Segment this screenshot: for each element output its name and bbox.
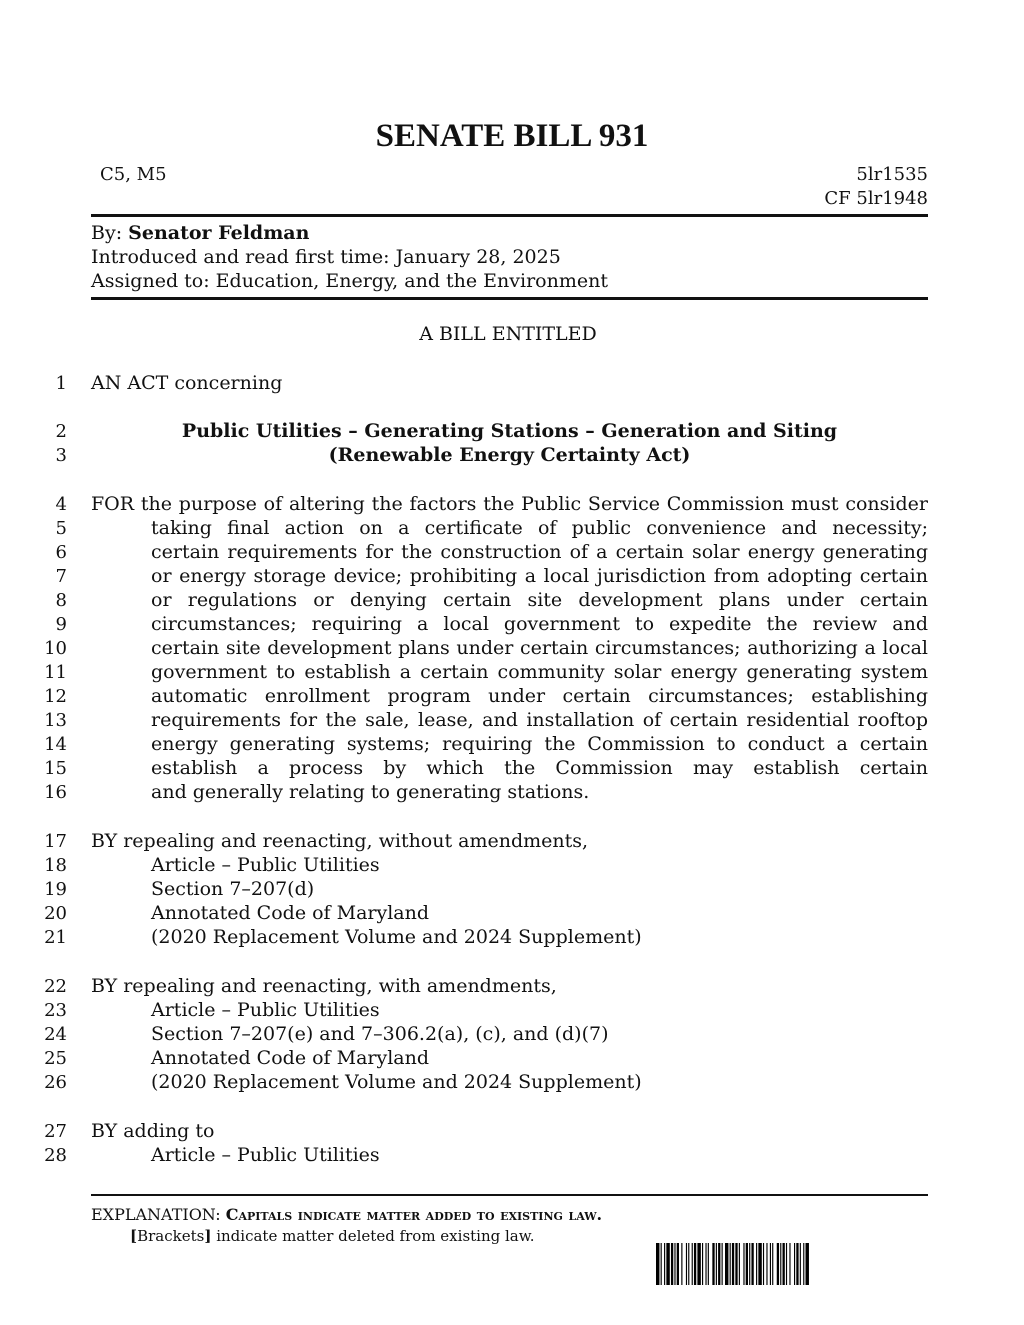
barcode-bar — [671, 1243, 673, 1285]
sponsor-label: By: — [91, 222, 123, 244]
purpose-line: certain requirements for the construction of a certain solar energy generating — [151, 541, 928, 563]
barcode-bar — [697, 1243, 700, 1285]
barcode-bar — [664, 1243, 665, 1285]
purpose-line: energy generating systems; requiring the Commission to conduct a certain — [151, 733, 928, 755]
brackets-line — [130, 1227, 535, 1245]
barcode-bar — [722, 1243, 723, 1285]
introduced-line: Introduced and read first time: January 28, 2025 — [91, 246, 561, 268]
drafting-number: 5lr1535 — [856, 164, 928, 185]
barcode-bar — [702, 1243, 703, 1285]
barcode-bar — [686, 1243, 687, 1285]
barcode-bar — [772, 1243, 773, 1285]
footer-rule — [91, 1194, 928, 1196]
barcode-bar — [677, 1243, 679, 1285]
line-number: 7 — [55, 566, 67, 587]
barcode-bar — [796, 1243, 798, 1285]
brackets-explanation: indicate matter deleted from existing law. — [211, 1227, 535, 1245]
barcode-bar — [758, 1243, 761, 1285]
purpose-line: requirements for the sale, lease, and installation of certain residential rooftop — [151, 709, 928, 731]
barcode-bar — [666, 1243, 669, 1285]
clause-detail: Annotated Code of Maryland — [151, 1047, 430, 1069]
line-number: 25 — [44, 1048, 67, 1069]
barcode-bar — [725, 1243, 728, 1285]
amendment-clause: BY adding to — [91, 1120, 215, 1142]
explanation-label: EXPLANATION: — [91, 1205, 221, 1224]
explanation-capitals: Capitals indicate matter added to existing law. — [225, 1205, 603, 1224]
barcode-bar — [718, 1243, 720, 1285]
barcode-bar — [692, 1243, 693, 1285]
barcode-bar — [777, 1243, 779, 1285]
barcode-icon — [656, 1243, 904, 1285]
line-number: 17 — [44, 831, 67, 852]
clause-detail: (2020 Replacement Volume and 2024 Supplement) — [151, 926, 642, 948]
barcode-bar — [694, 1243, 696, 1285]
brackets-word: Brackets — [137, 1227, 205, 1245]
line-number: 22 — [44, 976, 67, 997]
barcode-bar — [739, 1243, 740, 1285]
barcode-bar — [674, 1243, 675, 1285]
assigned-line: Assigned to: Education, Energy, and the Environment — [91, 270, 608, 292]
barcode-bar — [780, 1243, 781, 1285]
line-number: 26 — [44, 1072, 67, 1093]
barcode-bar — [656, 1243, 659, 1285]
barcode-bar — [732, 1243, 734, 1285]
line-number: 10 — [44, 638, 67, 659]
barcode-bar — [735, 1243, 737, 1285]
line-number: 21 — [44, 927, 67, 948]
amendment-clause: BY repealing and reenacting, with amendments, — [91, 975, 557, 997]
close-bracket: ] — [204, 1227, 212, 1245]
barcode-bar — [705, 1243, 706, 1285]
line-number: 9 — [55, 614, 67, 635]
line-number: 4 — [55, 494, 67, 515]
barcode-bar — [661, 1243, 662, 1285]
barcode-bar — [681, 1243, 682, 1285]
purpose-line: automatic enrollment program under certain circumstances; establishing — [151, 685, 928, 707]
line-number: 5 — [55, 518, 67, 539]
line-number: 20 — [44, 903, 67, 924]
line-number: 2 — [55, 421, 67, 442]
line-number: 18 — [44, 855, 67, 876]
barcode-bar — [800, 1243, 801, 1285]
amendment-clause: BY repealing and reenacting, without amendments, — [91, 830, 589, 852]
bill-entitled: A BILL ENTITLED — [419, 323, 597, 345]
bill-title: SENATE BILL 931 — [375, 118, 649, 154]
line-number: 13 — [44, 710, 67, 731]
line-number: 6 — [55, 542, 67, 563]
open-bracket: [ — [130, 1227, 138, 1245]
purpose-line: government to establish a certain community solar energy generating system — [151, 661, 928, 683]
line-number: 1 — [55, 373, 67, 394]
barcode-bar — [786, 1243, 787, 1285]
barcode-bar — [766, 1243, 767, 1285]
barcode-bar — [751, 1243, 753, 1285]
purpose-line: establish a process by which the Commission may establish certain — [151, 757, 928, 779]
act-short-title: (Renewable Energy Certainty Act) — [328, 444, 691, 466]
purpose-line: circumstances; requiring a local government to expedite the review and — [151, 613, 928, 635]
purpose-line: FOR the purpose of altering the factors the Public Service Commission must consider — [91, 493, 928, 515]
sponsor-name: Senator Feldman — [128, 222, 310, 244]
clause-detail: Section 7–207(e) and 7–306.2(a), (c), and (d)(7) — [151, 1023, 609, 1045]
line-number: 15 — [44, 758, 67, 779]
clause-detail: (2020 Replacement Volume and 2024 Supplement) — [151, 1071, 642, 1093]
barcode-bar — [783, 1243, 785, 1285]
barcode-bar — [794, 1243, 795, 1285]
barcode-bar — [803, 1243, 804, 1285]
barcode-bar — [712, 1243, 714, 1285]
barcode-bar — [789, 1243, 790, 1285]
barcode-bar — [770, 1243, 771, 1285]
line-number: 28 — [44, 1145, 67, 1166]
line-number: 24 — [44, 1024, 67, 1045]
line-number: 16 — [44, 782, 67, 803]
explanation-line — [91, 1205, 602, 1224]
clause-detail: Article – Public Utilities — [151, 854, 380, 876]
barcode-bar — [763, 1243, 764, 1285]
purpose-line: certain site development plans under certain circumstances; authorizing a local — [151, 637, 928, 659]
barcode-bar — [730, 1243, 731, 1285]
sponsor-rule — [91, 297, 928, 300]
purpose-line: or energy storage device; prohibiting a local jurisdiction from adopting certain — [151, 565, 928, 587]
line-number: 11 — [44, 662, 67, 683]
clause-detail: Article – Public Utilities — [151, 1144, 380, 1166]
barcode-bar — [749, 1243, 750, 1285]
barcode-bar — [716, 1243, 717, 1285]
line-number: 14 — [44, 734, 67, 755]
barcode-bar — [756, 1243, 757, 1285]
line-number: 23 — [44, 1000, 67, 1021]
barcode-bar — [688, 1243, 689, 1285]
line-number: 27 — [44, 1121, 67, 1142]
act-concerning: AN ACT concerning — [91, 372, 283, 394]
purpose-line: taking final action on a certificate of public convenience and necessity; — [151, 517, 928, 539]
barcode-bar — [743, 1243, 744, 1285]
barcode-bar — [746, 1243, 748, 1285]
clause-detail: Annotated Code of Maryland — [151, 902, 430, 924]
act-title: Public Utilities – Generating Stations – Generation and Siting — [181, 420, 838, 442]
line-number: 3 — [55, 445, 67, 466]
barcode-bar — [806, 1243, 809, 1285]
barcode-bar — [708, 1243, 709, 1285]
line-number: 12 — [44, 686, 67, 707]
purpose-line: or regulations or denying certain site development plans under certain — [151, 589, 928, 611]
clause-detail: Section 7–207(d) — [151, 878, 315, 900]
sponsor-line — [91, 222, 309, 244]
line-number: 19 — [44, 879, 67, 900]
cross-file-number: CF 5lr1948 — [824, 188, 928, 209]
line-number: 8 — [55, 590, 67, 611]
header-rule — [91, 214, 928, 217]
subject-codes: C5, M5 — [100, 164, 167, 185]
purpose-line: and generally relating to generating stations. — [151, 781, 590, 803]
clause-detail: Article – Public Utilities — [151, 999, 380, 1021]
